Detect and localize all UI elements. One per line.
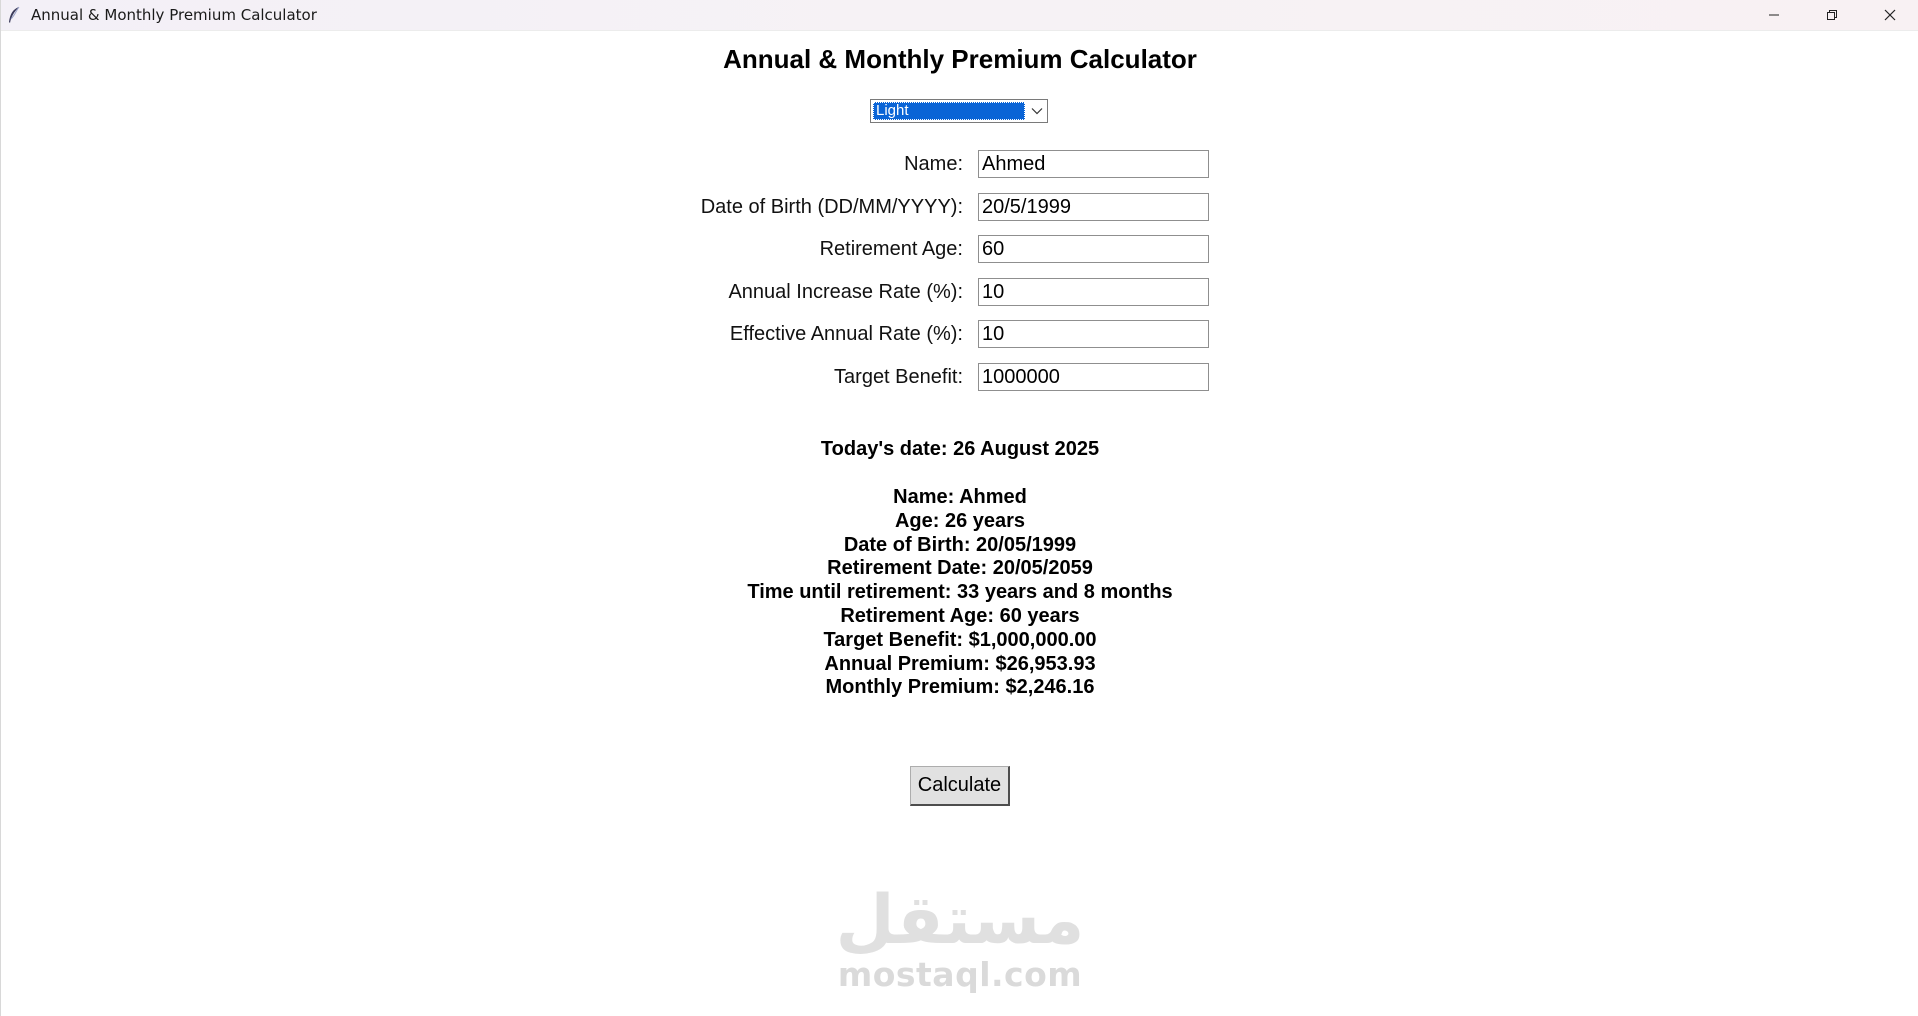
chevron-down-icon[interactable] [1027, 100, 1047, 122]
close-icon [1884, 9, 1896, 21]
retirement-age-input[interactable] [978, 235, 1209, 263]
theme-selected-value[interactable]: Light [873, 102, 1025, 120]
restore-icon [1826, 9, 1838, 21]
form-row-dob [1, 193, 1918, 221]
retirement-age-label: Retirement Age: [819, 238, 963, 260]
page-title: Annual & Monthly Premium Calculator [723, 44, 1197, 74]
name-input[interactable] [978, 150, 1209, 178]
minimize-icon [1768, 9, 1780, 21]
feather-icon [5, 6, 23, 24]
result-age: Age: 26 years [894, 509, 1026, 532]
window-controls [1745, 0, 1918, 30]
target-benefit-label: Target Benefit: [834, 366, 963, 388]
minimize-button[interactable] [1745, 0, 1803, 30]
form-row-annual-increase [1, 278, 1918, 306]
main-content [1, 30, 1918, 1016]
name-label: Name: [904, 153, 963, 175]
watermark [1, 881, 1918, 994]
window-title: Annual & Monthly Premium Calculator [31, 6, 317, 24]
result-dob: Date of Birth: 20/05/1999 [843, 533, 1077, 556]
result-retirement-age: Retirement Age: 60 years [840, 604, 1080, 627]
result-time-until-retirement: Time until retirement: 33 years and 8 months [747, 581, 1173, 604]
watermark-latin: mostaql.com [837, 955, 1083, 994]
dob-label: Date of Birth (DD/MM/YYYY): [700, 196, 963, 218]
dob-input[interactable] [978, 193, 1209, 221]
result-name: Name: Ahmed [893, 486, 1027, 508]
effective-rate-input[interactable] [978, 320, 1209, 348]
restore-button[interactable] [1803, 0, 1861, 30]
result-annual-premium: Annual Premium: $26,953.93 [824, 652, 1096, 675]
form-row-effective-rate [1, 320, 1918, 348]
title-bar[interactable] [1, 0, 1918, 31]
form-row-retirement-age [1, 235, 1918, 263]
todays-date: Today's date: 26 August 2025 [820, 438, 1100, 460]
target-benefit-input[interactable] [978, 363, 1209, 391]
effective-rate-label: Effective Annual Rate (%): [729, 323, 963, 345]
annual-increase-input[interactable] [978, 278, 1209, 306]
result-retirement-date: Retirement Date: 20/05/2059 [827, 557, 1093, 580]
theme-select[interactable] [870, 99, 1048, 123]
result-monthly-premium: Monthly Premium: $2,246.16 [825, 676, 1095, 699]
form-row-name [1, 150, 1918, 178]
annual-increase-label: Annual Increase Rate (%): [728, 281, 963, 303]
form-row-target-benefit [1, 363, 1918, 391]
calculate-button[interactable]: Calculate [910, 766, 1010, 806]
result-target-benefit: Target Benefit: $1,000,000.00 [823, 628, 1097, 651]
watermark-arabic: مستقل [835, 881, 1085, 960]
close-button[interactable] [1861, 0, 1918, 30]
results-panel [1, 486, 1918, 700]
